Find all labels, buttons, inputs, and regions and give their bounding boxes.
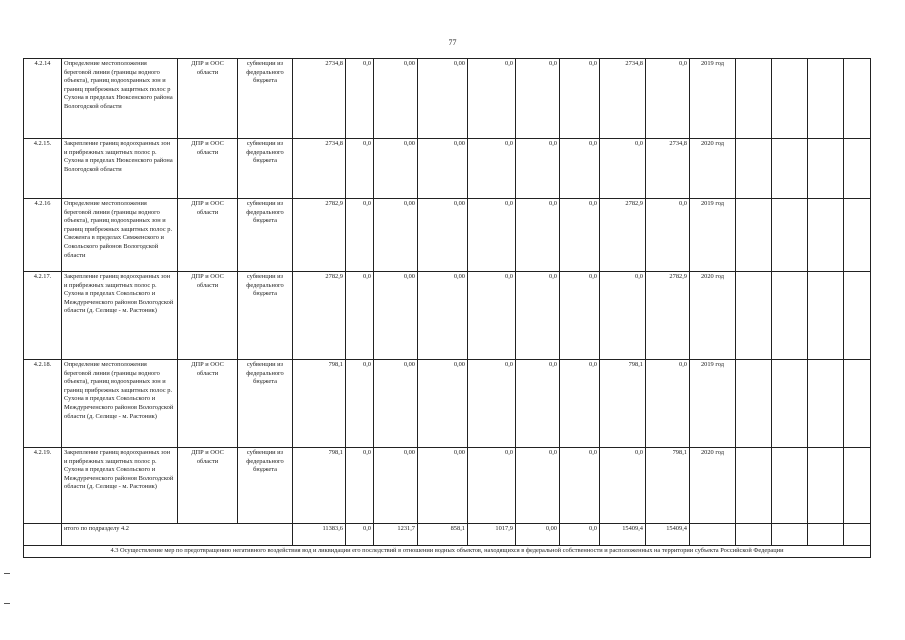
executor: ДПР и ООС области	[178, 448, 238, 524]
row-number: 4.2.18.	[24, 360, 62, 448]
total-amount: 858,1	[418, 524, 468, 546]
executor: ДПР и ООС области	[178, 272, 238, 360]
empty-cell	[808, 59, 844, 139]
amount-cell: 0,00	[374, 360, 418, 448]
empty-cell	[736, 448, 772, 524]
measure-name: Закрепление границ водоохранных зон и прибрежных защитных полос р. Сухона в пределах Сокольского и Междуреченского районов Вологодской области (д. Селище - м. Растоник)	[62, 448, 178, 524]
empty-cell	[772, 524, 808, 546]
empty-cell	[736, 360, 772, 448]
amount-cell: 0,0	[560, 139, 600, 199]
amount-cell: 0,0	[468, 360, 516, 448]
total-amount: 0,00	[516, 524, 560, 546]
amount-cell: 2782,9	[600, 199, 646, 272]
amount-cell: 2734,8	[293, 139, 346, 199]
empty-cell	[844, 272, 871, 360]
total-amount: 11383,6	[293, 524, 346, 546]
empty-cell	[844, 448, 871, 524]
empty-cell	[808, 199, 844, 272]
amount-cell: 0,0	[560, 448, 600, 524]
executor: ДПР и ООС области	[178, 199, 238, 272]
amount-cell: 0,0	[516, 199, 560, 272]
empty-cell	[808, 139, 844, 199]
amount-cell: 0,0	[600, 139, 646, 199]
margin-mark	[4, 603, 10, 604]
total-amount: 15409,4	[646, 524, 690, 546]
year-cell: 2019 год	[690, 199, 736, 272]
amount-cell: 0,00	[418, 272, 468, 360]
row-number: 4.2.17.	[24, 272, 62, 360]
amount-cell: 0,0	[600, 272, 646, 360]
amount-cell: 0,0	[346, 448, 374, 524]
amount-cell: 0,0	[560, 199, 600, 272]
executor: ДПР и ООС области	[178, 139, 238, 199]
empty-cell	[736, 139, 772, 199]
measure-name: Определение местоположения береговой линии (границы водного объекта), границ водоохранных зон и границ прибрежных защитных полос р. Свеженга в пределах Сямженского и Сокольского районов Вологодской области	[62, 199, 178, 272]
empty-cell	[808, 448, 844, 524]
empty-cell	[736, 199, 772, 272]
year-cell: 2019 год	[690, 360, 736, 448]
amount-cell: 0,0	[646, 360, 690, 448]
amount-cell: 0,00	[418, 59, 468, 139]
amount-cell: 0,00	[418, 360, 468, 448]
amount-cell: 0,0	[560, 360, 600, 448]
amount-cell: 0,0	[560, 59, 600, 139]
table-row	[24, 272, 871, 360]
amount-cell: 0,0	[516, 448, 560, 524]
amount-cell: 0,0	[516, 272, 560, 360]
table-row	[24, 448, 871, 524]
executor: ДПР и ООС области	[178, 360, 238, 448]
amount-cell: 0,0	[516, 139, 560, 199]
amount-cell: 798,1	[646, 448, 690, 524]
table-row	[24, 199, 871, 272]
table-row	[24, 360, 871, 448]
empty-cell	[772, 59, 808, 139]
funding-source: субвенции из федерального бюджета	[238, 139, 293, 199]
amount-cell: 0,0	[346, 199, 374, 272]
amount-cell: 2734,8	[293, 59, 346, 139]
amount-cell: 0,0	[346, 139, 374, 199]
empty-cell	[808, 272, 844, 360]
total-row	[24, 524, 871, 546]
funding-source: субвенции из федерального бюджета	[238, 59, 293, 139]
year-cell: 2020 год	[690, 448, 736, 524]
amount-cell: 0,0	[646, 59, 690, 139]
amount-cell: 2782,9	[293, 199, 346, 272]
row-number: 4.2.16	[24, 199, 62, 272]
empty-cell	[736, 524, 772, 546]
amount-cell: 0,0	[346, 272, 374, 360]
section-header-row	[24, 546, 871, 558]
funding-source: субвенции из федерального бюджета	[238, 199, 293, 272]
empty-cell	[808, 524, 844, 546]
empty-cell	[24, 524, 62, 546]
amount-cell: 0,0	[646, 199, 690, 272]
amount-cell: 2782,9	[646, 272, 690, 360]
amount-cell: 798,1	[293, 360, 346, 448]
funding-source: субвенции из федерального бюджета	[238, 272, 293, 360]
section-title: 4.3 Осуществление мер по предотвращению негативного воздействия вод и ликвидации его последствий в отношении водных объектов, находящихся в федеральной собственности и расположенных на территории субъекта Российской Федерации	[24, 546, 871, 558]
funding-source: субвенции из федерального бюджета	[238, 360, 293, 448]
empty-cell	[772, 272, 808, 360]
empty-cell	[844, 360, 871, 448]
page-number: 77	[448, 38, 457, 47]
amount-cell: 0,0	[560, 272, 600, 360]
amount-cell: 0,00	[374, 139, 418, 199]
empty-cell	[772, 360, 808, 448]
measure-name: Закрепление границ водоохранных зон и прибрежных защитных полос р. Сухона в пределах Сокольского и Междуреченского районов Вологодской области (д. Селище - м. Растоник)	[62, 272, 178, 360]
table-row	[24, 59, 871, 139]
budget-table	[23, 58, 871, 558]
row-number: 4.2.14	[24, 59, 62, 139]
funding-source: субвенции из федерального бюджета	[238, 448, 293, 524]
amount-cell: 0,0	[468, 59, 516, 139]
amount-cell: 0,0	[346, 59, 374, 139]
amount-cell: 0,0	[468, 448, 516, 524]
amount-cell: 0,0	[468, 199, 516, 272]
margin-mark	[4, 573, 10, 574]
amount-cell: 2734,8	[600, 59, 646, 139]
row-number: 4.2.19.	[24, 448, 62, 524]
measure-name: Определение местоположения береговой линии (границы водного объекта), границ водоохранных зон и границ прибрежных защитных полос р. Сухона в пределах Сокольского и Междуреченского районов Вологодской области (д. Селище - м. Растоник)	[62, 360, 178, 448]
year-cell: 2019 год	[690, 59, 736, 139]
total-amount: 0,0	[560, 524, 600, 546]
table-row	[24, 139, 871, 199]
amount-cell: 0,00	[374, 448, 418, 524]
amount-cell: 0,00	[418, 448, 468, 524]
amount-cell: 0,0	[468, 272, 516, 360]
amount-cell: 2782,9	[293, 272, 346, 360]
amount-cell: 0,00	[374, 59, 418, 139]
total-amount: 0,0	[346, 524, 374, 546]
total-amount: 1017,9	[468, 524, 516, 546]
amount-cell: 798,1	[600, 360, 646, 448]
empty-cell	[772, 199, 808, 272]
amount-cell: 2734,8	[646, 139, 690, 199]
measure-name: Определение местоположения береговой линии (границы водного объекта), границ водоохранных зон и границ прибрежных защитных полос р Сухона в пределах Нюксенского района Вологодской области	[62, 59, 178, 139]
amount-cell: 0,00	[374, 272, 418, 360]
measure-name: Закрепление границ водоохранных зон и прибрежных защитных полос р. Сухона в пределах Нюксенского района Вологодской области	[62, 139, 178, 199]
amount-cell: 798,1	[293, 448, 346, 524]
row-number: 4.2.15.	[24, 139, 62, 199]
amount-cell: 0,00	[374, 199, 418, 272]
amount-cell: 0,0	[468, 139, 516, 199]
empty-cell	[844, 199, 871, 272]
empty-cell	[844, 59, 871, 139]
amount-cell: 0,0	[600, 448, 646, 524]
empty-cell	[736, 272, 772, 360]
year-cell: 2020 год	[690, 272, 736, 360]
amount-cell: 0,00	[418, 139, 468, 199]
executor: ДПР и ООС области	[178, 59, 238, 139]
amount-cell: 0,0	[516, 360, 560, 448]
total-label: итого по подразделу 4.2	[62, 524, 293, 546]
empty-cell	[808, 360, 844, 448]
amount-cell: 0,0	[516, 59, 560, 139]
empty-cell	[844, 524, 871, 546]
empty-cell	[736, 59, 772, 139]
year-cell: 2020 год	[690, 139, 736, 199]
total-amount: 15409,4	[600, 524, 646, 546]
amount-cell: 0,0	[346, 360, 374, 448]
empty-cell	[690, 524, 736, 546]
total-amount: 1231,7	[374, 524, 418, 546]
amount-cell: 0,00	[418, 199, 468, 272]
empty-cell	[844, 139, 871, 199]
empty-cell	[772, 139, 808, 199]
empty-cell	[772, 448, 808, 524]
